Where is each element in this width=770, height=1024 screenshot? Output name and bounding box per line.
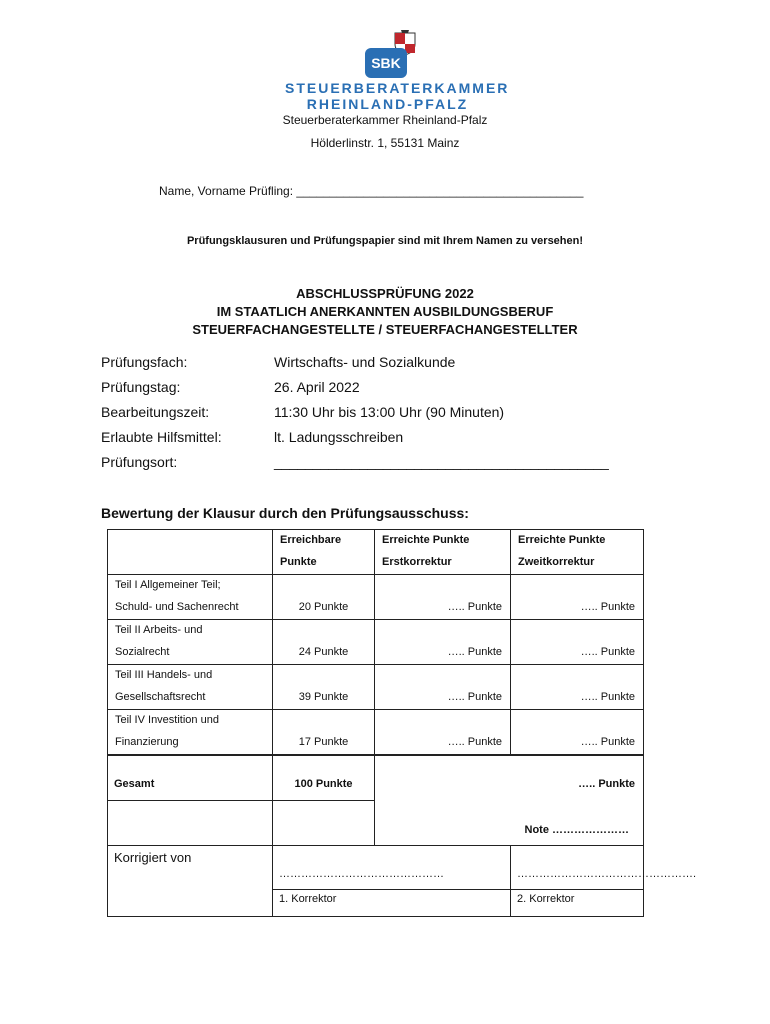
row-part-cell	[108, 620, 273, 665]
section-title: Bewertung der Klausur durch den Prüfungsausschuss:	[101, 505, 469, 521]
row-part-cell	[108, 575, 273, 620]
sbk-logo	[285, 28, 510, 114]
info-label-subject: Prüfungsfach:	[101, 354, 188, 370]
signature-2-cell[interactable]	[511, 846, 697, 890]
row-first-points: ….. Punkte	[447, 646, 502, 658]
org-address: Hölderlinstr. 1, 55131 Mainz	[310, 136, 460, 150]
row-second-points: ….. Punkte	[580, 691, 635, 703]
total-row	[108, 755, 644, 801]
exam-title-line1: ABSCHLUSSPRÜFUNG 2022	[296, 286, 474, 301]
header-first-correction	[375, 530, 511, 575]
row-part-l1: Teil I Allgemeiner Teil;	[115, 579, 221, 591]
row-max-points: 39 Punkte	[298, 691, 349, 703]
blank-cell	[273, 801, 375, 846]
row-part-cell	[108, 710, 273, 756]
header-second-correction	[511, 530, 644, 575]
info-value-duration: 11:30 Uhr bis 13:00 Uhr (90 Minuten)	[274, 404, 505, 420]
grade-note: Note …………………	[524, 824, 629, 836]
logo-text-line1: STEUERBERATERKAMMER	[285, 80, 510, 96]
header-first-l1: Erreichte Punkte	[382, 534, 470, 546]
table-header-row	[108, 530, 644, 575]
row-second-cell[interactable]	[511, 665, 644, 710]
signature-line-1: ………………………………………	[279, 868, 444, 880]
info-label-duration: Bearbeitungszeit:	[101, 404, 210, 420]
row-second-points: ….. Punkte	[580, 736, 635, 748]
org-name: Steuerberaterkammer Rheinland-Pfalz	[282, 113, 488, 127]
row-max-cell	[273, 620, 375, 665]
table-row	[108, 575, 644, 620]
header-max-l1: Erreichbare	[280, 534, 342, 546]
info-value-date: 26. April 2022	[274, 379, 360, 395]
signature-line-2: ………………………………………….	[517, 868, 697, 880]
exam-title-line3: STEUERFACHANGESTELLTE / STEUERFACHANGESTELLTER	[192, 322, 578, 337]
table-row	[108, 620, 644, 665]
row-max-points: 17 Punkte	[298, 736, 349, 748]
row-first-points: ….. Punkte	[447, 601, 502, 613]
row-second-points: ….. Punkte	[580, 601, 635, 613]
corrector-2-cell	[511, 890, 644, 917]
total-max-cell	[273, 755, 375, 801]
sbk-badge: SBK	[365, 48, 407, 78]
header-max-l2: Punkte	[280, 556, 317, 568]
row-part-l1: Teil II Arbeits- und	[115, 624, 203, 636]
row-part-l2: Finanzierung	[115, 736, 179, 748]
info-label-location: Prüfungsort:	[101, 454, 178, 470]
corrected-by-cell	[108, 846, 273, 917]
row-second-points: ….. Punkte	[580, 646, 635, 658]
info-value-location[interactable]: ___________________________________________	[274, 454, 609, 470]
corrected-by-label: Korrigiert von	[114, 850, 192, 865]
corrector-1-cell	[273, 890, 511, 917]
row-part-l1: Teil III Handels- und	[115, 669, 213, 681]
row-second-cell[interactable]	[511, 575, 644, 620]
row-first-points: ….. Punkte	[447, 691, 502, 703]
row-first-cell[interactable]	[375, 665, 511, 710]
header-first-l2: Erstkorrektur	[382, 556, 452, 568]
logo-text-line2: RHEINLAND-PFALZ	[306, 96, 469, 112]
info-value-subject: Wirtschafts- und Sozialkunde	[274, 354, 456, 370]
row-part-cell	[108, 665, 273, 710]
blank-cell	[108, 801, 273, 846]
table-row	[108, 665, 644, 710]
notice-text: Prüfungsklausuren und Prüfungspapier sind mit Ihrem Namen zu versehen!	[186, 235, 584, 247]
corrected-by-row	[108, 846, 644, 890]
row-first-points: ….. Punkte	[447, 736, 502, 748]
signature-1-cell[interactable]	[273, 846, 511, 890]
header-second-l2: Zweitkorrektur	[518, 556, 595, 568]
grading-table	[107, 529, 697, 917]
row-first-cell[interactable]	[375, 620, 511, 665]
candidate-name-label: Name, Vorname Prüfling:	[159, 184, 297, 198]
row-second-cell[interactable]	[511, 710, 644, 756]
total-result-cell[interactable]	[375, 755, 644, 846]
header-second-l1: Erreichte Punkte	[518, 534, 606, 546]
row-max-cell	[273, 575, 375, 620]
header-max-points	[273, 530, 375, 575]
row-first-cell[interactable]	[375, 710, 511, 756]
exam-title-line2: IM STAATLICH ANERKANNTEN AUSBILDUNGSBERUF	[216, 304, 554, 319]
total-label: Gesamt	[114, 778, 155, 790]
candidate-name-blank: ___________________________________________	[296, 184, 584, 198]
row-max-points: 24 Punkte	[298, 646, 349, 658]
total-max-points: 100 Punkte	[294, 778, 353, 790]
row-part-l2: Schuld- und Sachenrecht	[115, 601, 239, 613]
row-max-cell	[273, 710, 375, 756]
row-part-l2: Gesellschaftsrecht	[115, 691, 206, 703]
total-label-cell	[108, 755, 273, 801]
row-max-points: 20 Punkte	[298, 601, 349, 613]
row-max-cell	[273, 665, 375, 710]
corrector-1-label: 1. Korrektor	[279, 893, 337, 906]
row-part-l1: Teil IV Investition und	[115, 714, 219, 726]
total-result: ….. Punkte	[578, 778, 635, 790]
table-row	[108, 710, 644, 756]
corrector-2-label: 2. Korrektor	[517, 893, 575, 906]
info-value-aids: lt. Ladungsschreiben	[274, 429, 404, 445]
info-label-date: Prüfungstag:	[101, 379, 181, 395]
info-label-aids: Erlaubte Hilfsmittel:	[101, 429, 222, 445]
header-empty-cell	[108, 530, 273, 575]
row-second-cell[interactable]	[511, 620, 644, 665]
row-first-cell[interactable]	[375, 575, 511, 620]
row-part-l2: Sozialrecht	[115, 646, 170, 658]
candidate-name-field[interactable]	[159, 184, 583, 198]
